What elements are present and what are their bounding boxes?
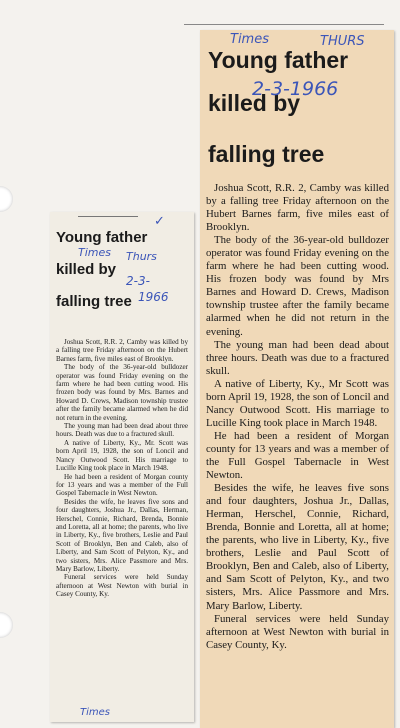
headline-line-2: killed by <box>208 89 301 116</box>
headline-line-1: Young father <box>208 47 349 73</box>
article-paragraph: He had been a resident of Morgan county for 13 years and was a member of the Full Gospel Tabernacle in West Newton. <box>56 472 188 498</box>
handwritten-day: THURS <box>320 34 365 49</box>
handwritten-paper-name: Times <box>230 32 269 47</box>
article-paragraph: Funeral services were held Sunday afternoon at West Newton with burial in Casey County, Ky. <box>206 612 389 651</box>
small-newspaper-clipping <box>50 212 194 722</box>
clipping-top-rule <box>78 216 138 217</box>
headline-line-3: falling tree <box>208 140 325 167</box>
article-paragraph: The young man had been dead about three hours. Death was due to a fractured skull. <box>56 422 188 439</box>
handwritten-checkmark: ✓ <box>154 214 165 229</box>
handwritten-date: 2-3-1966 <box>252 78 339 100</box>
headline <box>208 48 348 166</box>
handwritten-paper-name: Times <box>78 246 111 259</box>
headline-line-2: killed by <box>56 261 117 279</box>
article-paragraph: The body of the 36-year-old bulldozer operator was found Friday evening on the farm where he had been cutting wood. His frozen body was found by Mrs. Barnes and Howard D. Crews, Madison township trustee after the family became alarmed when he did not return in the evening. <box>56 363 188 422</box>
headline <box>56 230 147 311</box>
binder-hole-bottom <box>0 612 13 638</box>
article-paragraph: A native of Liberty, Ky., Mr Scott was born April 19, 1928, the son of Loncil and Nancy Outwood Scott. His marriage to Lucille King took place in March 1948. <box>206 377 389 429</box>
handwritten-date: 2-3- <box>126 274 150 288</box>
handwritten-year: 1966 <box>138 290 169 304</box>
article-paragraph: Besides the wife, he leaves five sons and four daughters, Joshua Jr., Dallas, Herman, Herschel, Connie, Richard, Brenda, Bonnie and Loretta, all at home; the parents, who live in Liberty, Ky., five brothers, Leslie and Paul Scott of Brooklyn, Ben and Caleb, also of Liberty, and Sam Scott of Pelyton, Ky., and two sisters, Mrs. Alice Passmore and Mrs. Mary Barlow, Liberty. <box>206 482 389 612</box>
article-paragraph: Besides the wife, he leaves five sons and four daughters, Joshua Jr., Dallas, Herman, Herschel, Connie, Richard, Brenda, Bonnie and Loretta, all at home; the parents, who live in Liberty, Ky., five brothers, Leslie and Paul Scott of Brooklyn, Ben and Caleb, also of Liberty, and Sam Scott of Pelyton, Ky., and two sisters, Mrs. Alice Passmore and Mrs. Mary Barlow, Liberty. <box>56 497 188 573</box>
headline-line-1: Young father <box>56 229 148 246</box>
article-paragraph: A native of Liberty, Ky., Mr. Scott was born April 19, 1928, the son of Loncil and Nancy Outwood Scott. His marriage to Lucille King took place in March 1948. <box>56 438 188 473</box>
clipping-top-rule <box>184 24 384 25</box>
article-paragraph: Joshua Scott, R.R. 2, Camby was killed by a falling tree Friday afternoon on the Hubert Barnes farm, five miles east of Brooklyn. <box>56 338 188 363</box>
headline-line-3: falling tree <box>56 293 132 311</box>
article-paragraph: Joshua Scott, R.R. 2, Camby was killed by a falling tree Friday afternoon on the Hubert Barnes farm, five miles east of Brooklyn. <box>206 182 389 234</box>
article-paragraph: The young man had been dead about three hours. Death was due to a fractured skull. <box>206 338 389 377</box>
binder-hole-top <box>0 186 13 212</box>
handwritten-footer-paper-name: Times <box>80 707 110 718</box>
article-paragraph: He had been a resident of Morgan county for 13 years and was a member of the Full Gospel Tabernacle in West Newton. <box>206 429 389 482</box>
article-body <box>56 338 188 599</box>
article-body <box>206 182 389 652</box>
article-paragraph: Funeral services were held Sunday afternoon at West Newton with burial in Casey County, Ky. <box>56 573 188 599</box>
article-paragraph: The body of the 36-year-old bulldozer operator was found Friday evening on the farm where he had been cutting wood. His frozen body was found by Mrs Barnes and Howard D. Crews, Madison township trustee after the family became alarmed when he did not return in the evening. <box>206 234 389 338</box>
large-newspaper-clipping <box>200 30 394 728</box>
handwritten-day: Thurs <box>126 250 157 263</box>
